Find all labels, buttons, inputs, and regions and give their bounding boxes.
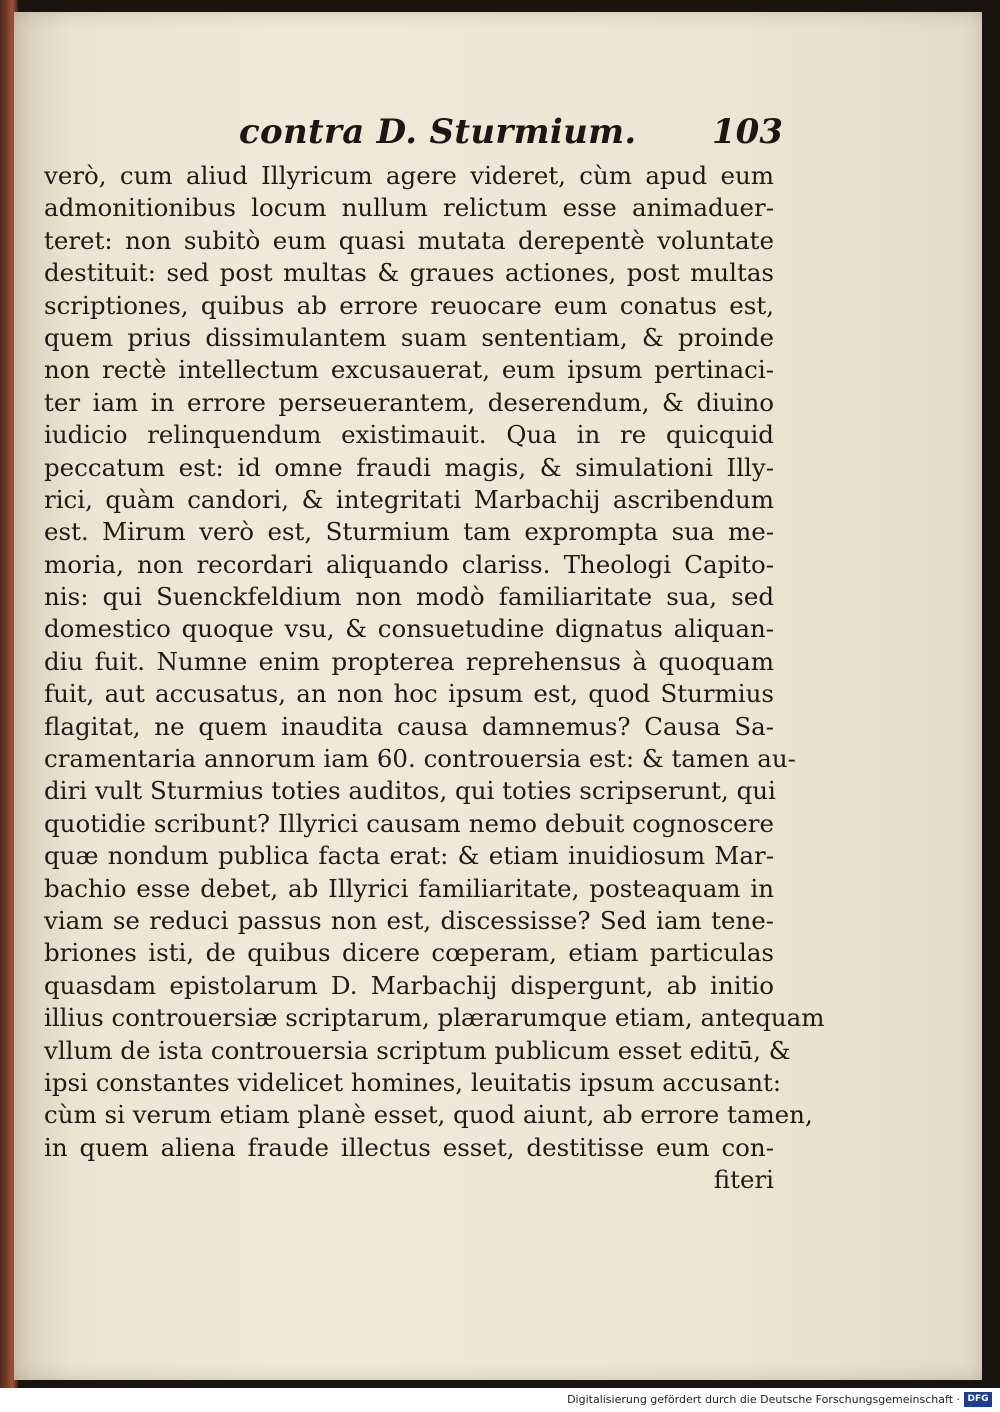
- running-head: [14, 112, 982, 162]
- dfg-logo-icon: DFG: [964, 1392, 992, 1407]
- book-page: [14, 12, 982, 1380]
- text-line: in quem aliena fraude illectus esset, destitisse eum con-: [44, 1132, 774, 1162]
- text-line: moria, non recordari aliquando clariss. Theologi Capito-: [44, 549, 774, 579]
- text-line: quæ nondum publica facta erat: & etiam inuidiosum Mar-: [44, 841, 774, 871]
- text-line: diu fuit. Numne enim propterea reprehensus à quoquam: [44, 646, 774, 676]
- text-line: illius controuersiæ scriptarum, plærarumque etiam, antequam: [44, 1003, 825, 1033]
- text-line: rici, quàm candori, & integritati Marbachij ascribendum: [44, 484, 774, 514]
- text-line: ipsi constantes videlicet homines, leuitatis ipsum accusant:: [44, 1067, 782, 1097]
- text-line: iudicio relinquendum existimauit. Qua in re quicquid: [44, 420, 774, 450]
- text-line: cùm si verum etiam planè esset, quod aiunt, ab errore tamen,: [44, 1100, 813, 1130]
- text-line: diri vult Sturmius toties auditos, qui toties scripserunt, qui: [44, 776, 776, 806]
- body-text: [44, 160, 825, 1197]
- catchword: fiteri: [713, 1165, 774, 1195]
- text-line: destituit: sed post multas & graues actiones, post multas: [44, 258, 774, 288]
- text-line: non rectè intellectum excusauerat, eum ipsum pertinaci-: [44, 355, 774, 385]
- text-line: quotidie scribunt? Illyrici causam nemo debuit cognoscere: [44, 808, 774, 838]
- text-line: briones isti, de quibus dicere cœperam, etiam particulas: [44, 938, 774, 968]
- text-line: verò, cum aliud Illyricum agere videret, cùm apud eum: [44, 161, 774, 190]
- text-line: quem prius dissimulantem suam sententiam, & proinde: [44, 322, 774, 352]
- text-line: quasdam epistolarum D. Marbachij dispergunt, ab initio: [44, 970, 774, 1000]
- page-number: 103: [712, 112, 783, 152]
- text-line: est. Mirum verò est, Sturmium tam exprompta sua me-: [44, 517, 774, 547]
- footer-bar: [0, 1388, 1000, 1412]
- text-line: admonitionibus locum nullum relictum esse animaduer-: [44, 193, 774, 223]
- running-head-title: contra D. Sturmium.: [239, 112, 637, 152]
- text-line: domestico quoque vsu, & consuetudine dignatus aliquan-: [44, 614, 774, 644]
- text-line: nis: qui Suenckfeldium non modò familiaritate sua, sed: [44, 582, 774, 612]
- text-line: teret: non subitò eum quasi mutata derepentè voluntate: [44, 225, 774, 255]
- text-line: ter iam in errore perseuerantem, deserendum, & diuino: [44, 387, 774, 417]
- text-line: peccatum est: id omne fraudi magis, & simulationi Illy-: [44, 452, 774, 482]
- text-line: cramentaria annorum iam 60. controuersia est: & tamen au-: [44, 744, 796, 774]
- funding-credit: Digitalisierung gefördert durch die Deutsche Forschungsgemeinschaft ·: [567, 1393, 960, 1406]
- text-line: fuit, aut accusatus, an non hoc ipsum est, quod Sturmius: [44, 679, 774, 709]
- text-line: bachio esse debet, ab Illyrici familiaritate, posteaquam in: [44, 873, 774, 903]
- text-line: vllum de ista controuersia scriptum publicum esset editū, &: [44, 1035, 791, 1065]
- text-line: viam se reduci passus non est, discessisse? Sed iam tene-: [44, 905, 774, 935]
- text-line: flagitat, ne quem inaudita causa damnemus? Causa Sa-: [44, 711, 774, 741]
- text-line: scriptiones, quibus ab errore reuocare eum conatus est,: [44, 290, 774, 320]
